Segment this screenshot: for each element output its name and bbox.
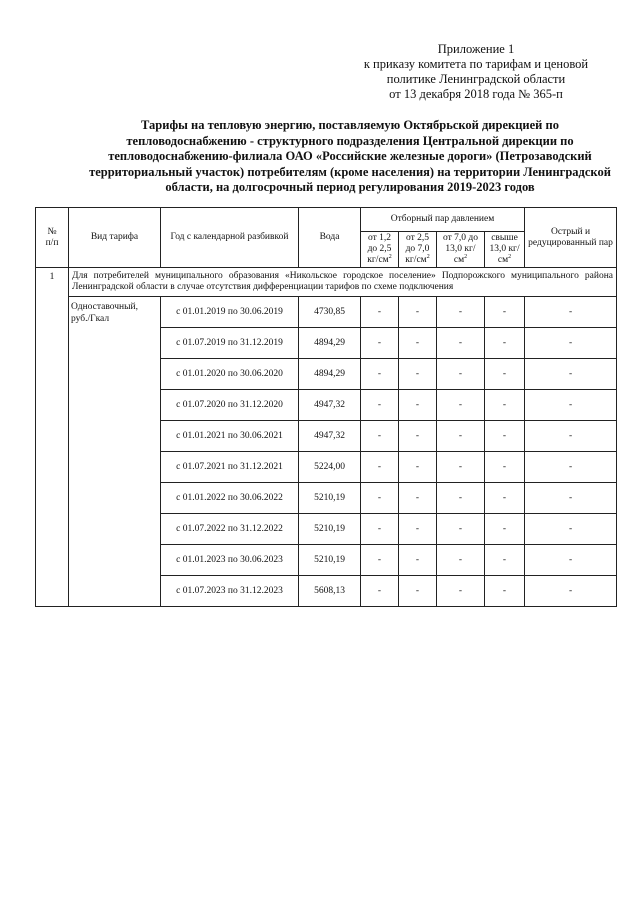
group-description: Для потребителей муниципального образования «Никольское городское поселение» Подпорожского муниципального района Ленинградской области в случае отсутствия дифференциации тарифов по схеме подключения bbox=[69, 268, 617, 297]
empty-value-cell: - bbox=[437, 545, 485, 576]
empty-value-cell: - bbox=[485, 576, 525, 607]
empty-value-cell: - bbox=[361, 514, 399, 545]
empty-value-cell: - bbox=[525, 328, 617, 359]
header-row bbox=[36, 208, 617, 232]
empty-value-cell: - bbox=[399, 390, 437, 421]
table-row bbox=[36, 297, 617, 328]
period-cell: с 01.01.2020 по 30.06.2020 bbox=[161, 359, 299, 390]
empty-value-cell: - bbox=[525, 297, 617, 328]
empty-value-cell: - bbox=[399, 514, 437, 545]
water-value-cell: 4947,32 bbox=[299, 421, 361, 452]
empty-value-cell: - bbox=[361, 576, 399, 607]
header-sharp-steam: Острый и редуцированный пар bbox=[525, 208, 617, 268]
empty-value-cell: - bbox=[437, 452, 485, 483]
title-line: области, на долгосрочный период регулирования 2019-2023 годов bbox=[165, 180, 535, 194]
empty-value-cell: - bbox=[399, 297, 437, 328]
empty-value-cell: - bbox=[361, 545, 399, 576]
empty-value-cell: - bbox=[399, 576, 437, 607]
title-line: Тарифы на тепловую энергию, поставляемую Октябрьской дирекцией по bbox=[141, 118, 559, 132]
title-line: территориальный участок) потребителям (кроме населения) на территории Ленинградской bbox=[89, 164, 611, 179]
empty-value-cell: - bbox=[437, 359, 485, 390]
empty-value-cell: - bbox=[437, 483, 485, 514]
header-num-line1: № bbox=[47, 226, 57, 237]
empty-value-cell: - bbox=[361, 328, 399, 359]
appendix-header bbox=[356, 42, 596, 102]
empty-value-cell: - bbox=[361, 390, 399, 421]
header-num-line2: п/п bbox=[45, 237, 59, 248]
empty-value-cell: - bbox=[525, 576, 617, 607]
document-title bbox=[80, 118, 620, 196]
header-pressure-3: от 7,0 до 13,0 $кг/см^2$ bbox=[437, 232, 485, 268]
tariff-table bbox=[35, 207, 617, 607]
appendix-line: политике Ленинградской области bbox=[386, 72, 566, 86]
empty-value-cell: - bbox=[525, 359, 617, 390]
water-value-cell: 4730,85 bbox=[299, 297, 361, 328]
water-value-cell: 5210,19 bbox=[299, 483, 361, 514]
water-value-cell: 5210,19 bbox=[299, 514, 361, 545]
water-value-cell: 4894,29 bbox=[299, 359, 361, 390]
period-cell: с 01.07.2022 по 31.12.2022 bbox=[161, 514, 299, 545]
header-pressure-1: от 1,2 до 2,5 $кг/см^2$ bbox=[361, 232, 399, 268]
header-tariff-type: Вид тарифа bbox=[69, 208, 161, 268]
period-cell: с 01.07.2021 по 31.12.2021 bbox=[161, 452, 299, 483]
water-value-cell: 5224,00 bbox=[299, 452, 361, 483]
empty-value-cell: - bbox=[361, 297, 399, 328]
empty-value-cell: - bbox=[361, 452, 399, 483]
appendix-line: Приложение 1 bbox=[437, 42, 515, 56]
empty-value-cell: - bbox=[437, 390, 485, 421]
empty-value-cell: - bbox=[525, 390, 617, 421]
title-line: тепловодоснабжению-филиала ОАО «Российские железные дороги» (Петрозаводский bbox=[108, 149, 592, 163]
header-num bbox=[36, 208, 69, 268]
empty-value-cell: - bbox=[399, 359, 437, 390]
period-cell: с 01.01.2023 по 30.06.2023 bbox=[161, 545, 299, 576]
empty-value-cell: - bbox=[361, 483, 399, 514]
period-cell: с 01.07.2019 по 31.12.2019 bbox=[161, 328, 299, 359]
empty-value-cell: - bbox=[399, 328, 437, 359]
empty-value-cell: - bbox=[361, 421, 399, 452]
empty-value-cell: - bbox=[485, 328, 525, 359]
empty-value-cell: - bbox=[361, 359, 399, 390]
header-pressure-4: свыше 13,0 $кг/см^2$ bbox=[485, 232, 525, 268]
group-number: 1 bbox=[36, 268, 69, 607]
empty-value-cell: - bbox=[525, 421, 617, 452]
empty-value-cell: - bbox=[485, 452, 525, 483]
water-value-cell: 5608,13 bbox=[299, 576, 361, 607]
empty-value-cell: - bbox=[485, 359, 525, 390]
empty-value-cell: - bbox=[399, 452, 437, 483]
header-steam-pressure: Отборный пар давлением bbox=[361, 208, 525, 232]
empty-value-cell: - bbox=[485, 483, 525, 514]
empty-value-cell: - bbox=[437, 297, 485, 328]
empty-value-cell: - bbox=[399, 483, 437, 514]
empty-value-cell: - bbox=[437, 328, 485, 359]
empty-value-cell: - bbox=[437, 576, 485, 607]
empty-value-cell: - bbox=[437, 514, 485, 545]
appendix-line: от 13 декабря 2018 года № 365-п bbox=[389, 87, 563, 101]
period-cell: с 01.01.2022 по 30.06.2022 bbox=[161, 483, 299, 514]
empty-value-cell: - bbox=[525, 514, 617, 545]
empty-value-cell: - bbox=[485, 390, 525, 421]
empty-value-cell: - bbox=[525, 545, 617, 576]
water-value-cell: 5210,19 bbox=[299, 545, 361, 576]
header-year: Год с календарной разбивкой bbox=[161, 208, 299, 268]
empty-value-cell: - bbox=[485, 545, 525, 576]
period-cell: с 01.07.2023 по 31.12.2023 bbox=[161, 576, 299, 607]
empty-value-cell: - bbox=[399, 421, 437, 452]
water-value-cell: 4894,29 bbox=[299, 328, 361, 359]
water-value-cell: 4947,32 bbox=[299, 390, 361, 421]
title-line: тепловодоснабжению - структурного подразделения Центральной дирекции по bbox=[126, 133, 574, 148]
period-cell: с 01.01.2021 по 30.06.2021 bbox=[161, 421, 299, 452]
appendix-line: к приказу комитета по тарифам и ценовой bbox=[363, 57, 589, 71]
empty-value-cell: - bbox=[399, 545, 437, 576]
header-pressure-2: от 2,5 до 7,0 $кг/см^2$ bbox=[399, 232, 437, 268]
group-row bbox=[36, 268, 617, 297]
period-cell: с 01.01.2019 по 30.06.2019 bbox=[161, 297, 299, 328]
header-water: Вода bbox=[299, 208, 361, 268]
period-cell: с 01.07.2020 по 31.12.2020 bbox=[161, 390, 299, 421]
empty-value-cell: - bbox=[485, 514, 525, 545]
empty-value-cell: - bbox=[437, 421, 485, 452]
empty-value-cell: - bbox=[485, 297, 525, 328]
empty-value-cell: - bbox=[485, 421, 525, 452]
tariff-type-cell: Одноставочный, руб./Гкал bbox=[69, 297, 161, 607]
empty-value-cell: - bbox=[525, 452, 617, 483]
empty-value-cell: - bbox=[525, 483, 617, 514]
